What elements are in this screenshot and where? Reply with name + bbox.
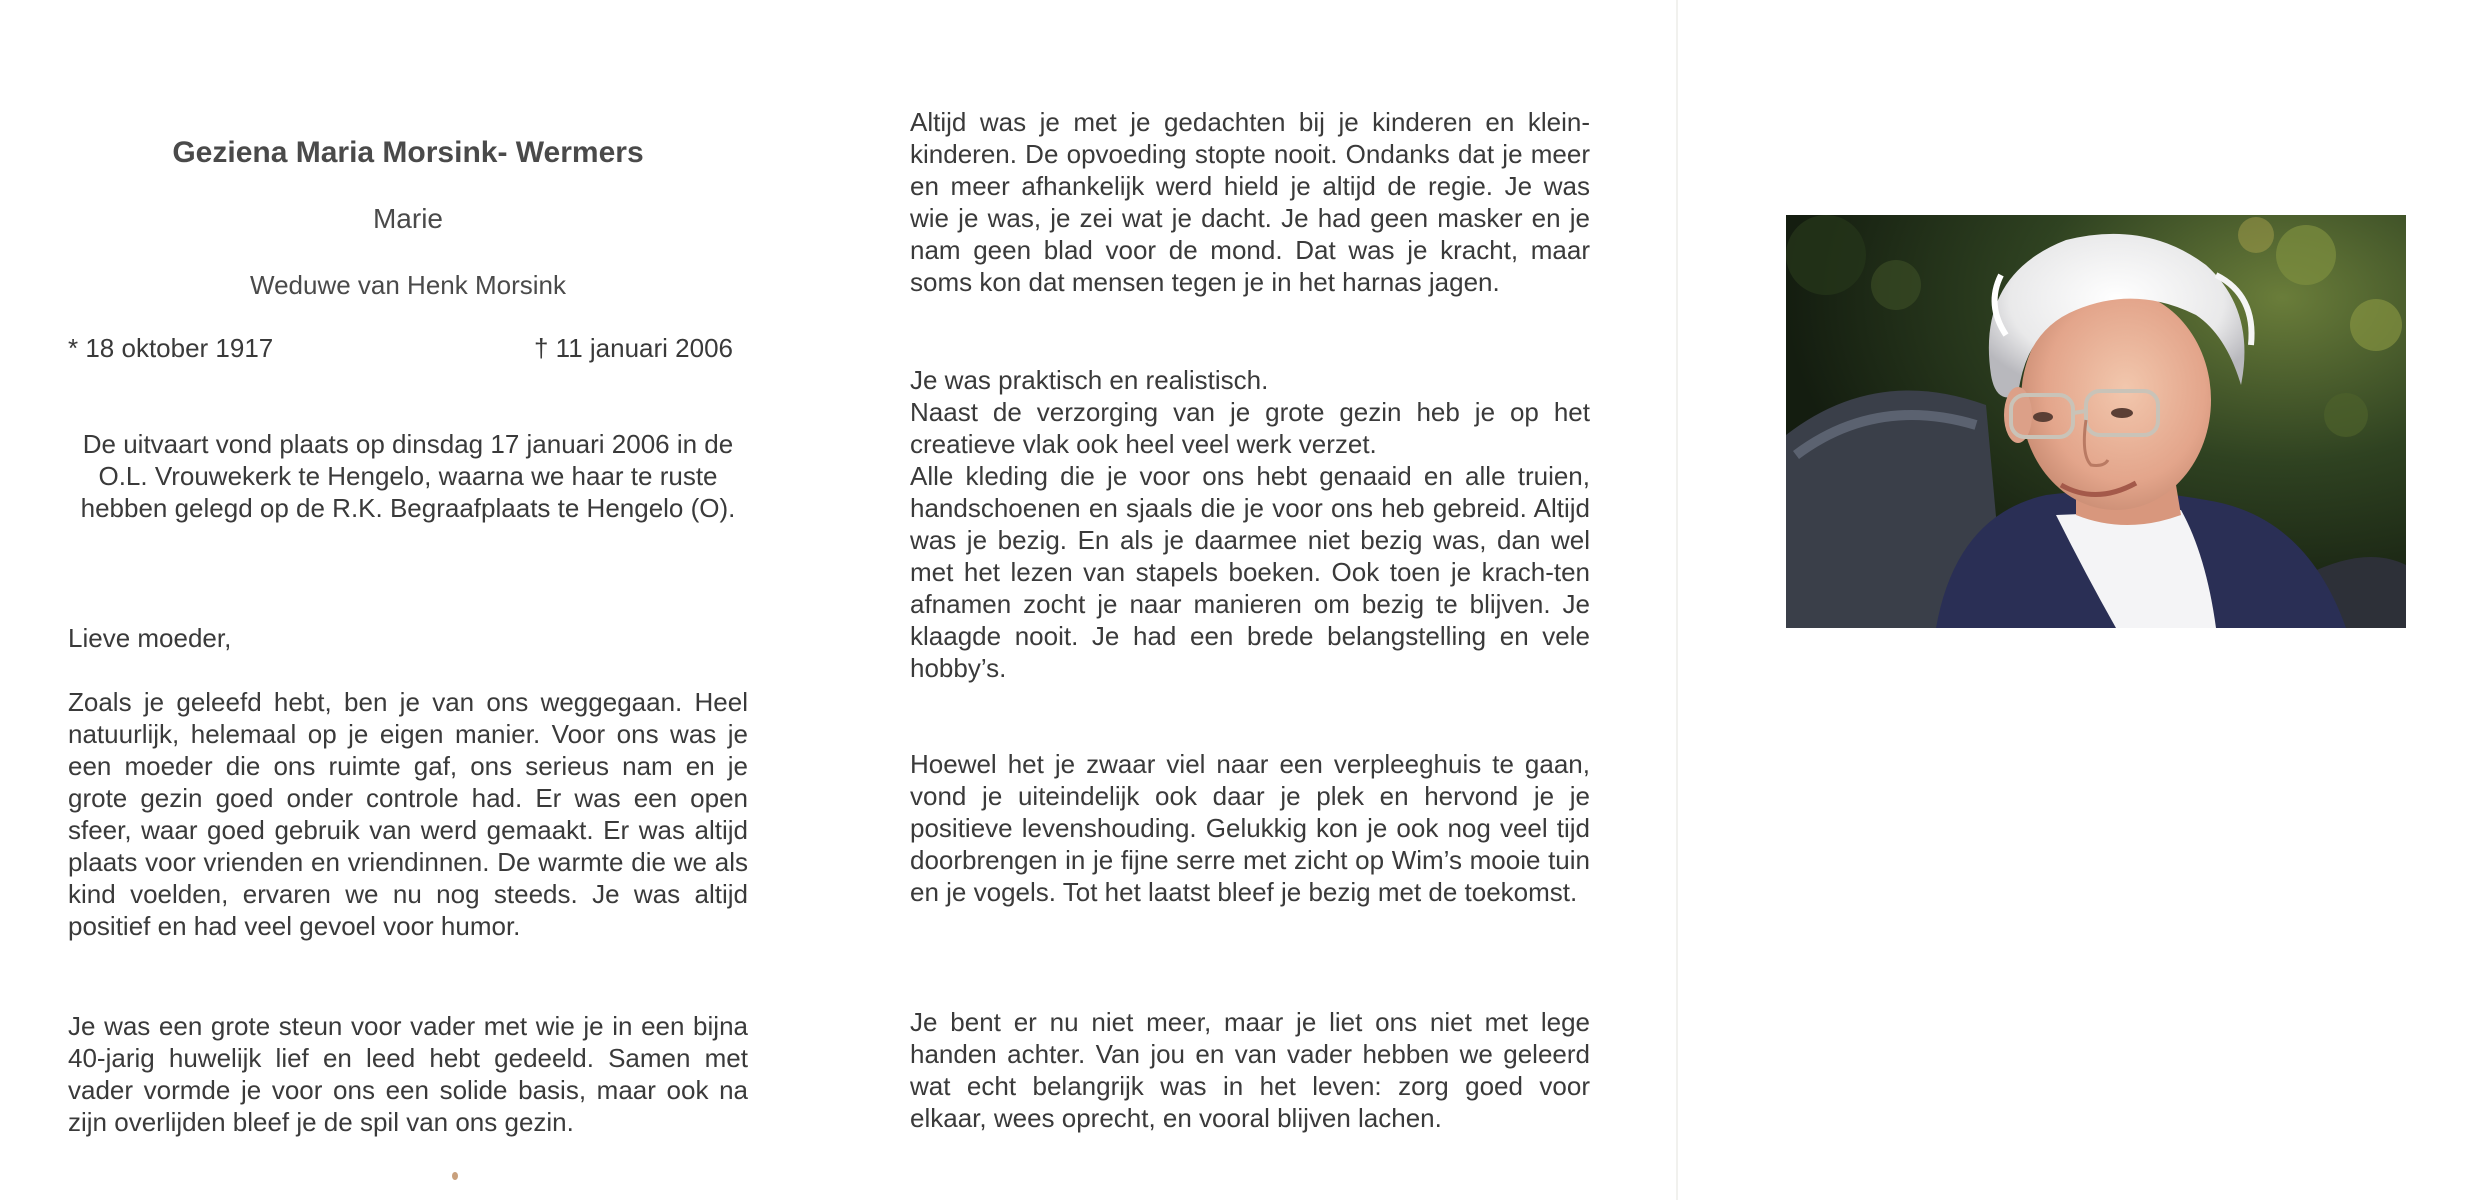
paper-speck: [452, 1172, 458, 1180]
deceased-name: Geziena Maria Morsink- Wermers: [172, 136, 644, 169]
paragraph-6: Je bent er nu niet meer, maar je liet ons niet met lege handen achter. Van jou en van vader hebben we geleerd wat echt belangrijk was in het leven: zorg goed voor elkaar, wees oprecht, en vooral blijven lachen.: [910, 1007, 1590, 1133]
card-fold-line: [1676, 0, 1678, 1200]
paragraph-4: Je was praktisch en realistisch. Naast de verzorging van je grote gezin heb je op het creatieve vlak ook heel veel werk verzet. Alle kleding die je voor ons hebt genaaid en alle truien, handschoenen en sjaals die je voor ons heb gebreid. Altijd was je bezig. En als je daarmee niet bezig was, dan wel met het lezen van stapels boeken. Ook toen je krach-ten afnamen zocht je naar manieren om bezig te blijven. Je klaagde nooit. Je had een brede belangstelling en vele hobby’s.: [910, 365, 1590, 683]
funeral-notice: De uitvaart vond plaats op dinsdag 17 januari 2006 in de O.L. Vrouwekerk te Hengelo, waarna we haar te ruste hebben gelegd op de R.K. Begraafplaats te Hengelo (O).: [80, 429, 736, 523]
paragraph-2: Je was een grote steun voor vader met wie je in een bijna 40-jarig huwelijk lief en leed hebt gedeeld. Samen met vader vormde je voor ons een solide basis, maar ook na zijn overlijden bleef je de spil van ons gezin.: [68, 1011, 748, 1137]
paragraph-1: Zoals je geleefd hebt, ben je van ons weggegaan. Heel natuurlijk, helemaal op je eigen manier. Voor ons was je een moeder die ons ruimte gaf, ons serieus nam en je grote gezin goed onder controle had. Er was een open sfeer, waar goed gebruik van werd gemaakt. Er was altijd plaats voor vrienden en vriendinnen. De warmte die we als kind voelden, ervaren we nu nog steeds. Je was altijd positief en had veel gevoel voor humor.: [68, 687, 748, 941]
death-date: † 11 januari 2006: [533, 333, 733, 363]
portrait-photo: [1786, 215, 2406, 628]
spouse-line: Weduwe van Henk Morsink: [250, 270, 566, 300]
paragraph-5: Hoewel het je zwaar viel naar een verpleeghuis te gaan, vond je uiteindelijk ook daar je plek en hervond je je positieve levenshouding. Gelukkig kon je ook nog veel tijd doorbrengen in je fijne serre met zicht op Wim’s mooie tuin en je vogels. Tot het laatst bleef je bezig met de toekomst.: [910, 749, 1590, 907]
nickname: Marie: [372, 203, 443, 234]
portrait-illustration: [1786, 215, 2406, 628]
middle-panel: [840, 0, 1680, 1200]
salutation: Lieve moeder,: [68, 623, 232, 653]
left-panel: [0, 0, 840, 1200]
birth-date: * 18 oktober 1917: [68, 333, 274, 363]
paragraph-3: Altijd was je met je gedachten bij je kinderen en klein-kinderen. De opvoeding stopte nooit. Ondanks dat je meer en meer afhankelijk werd hield je altijd de regie. Je was wie je was, je zei wat je dacht. Je had geen masker en je nam geen blad voor de mond. Dat was je kracht, maar soms kon dat mensen tegen je in het harnas jagen.: [910, 107, 1590, 297]
